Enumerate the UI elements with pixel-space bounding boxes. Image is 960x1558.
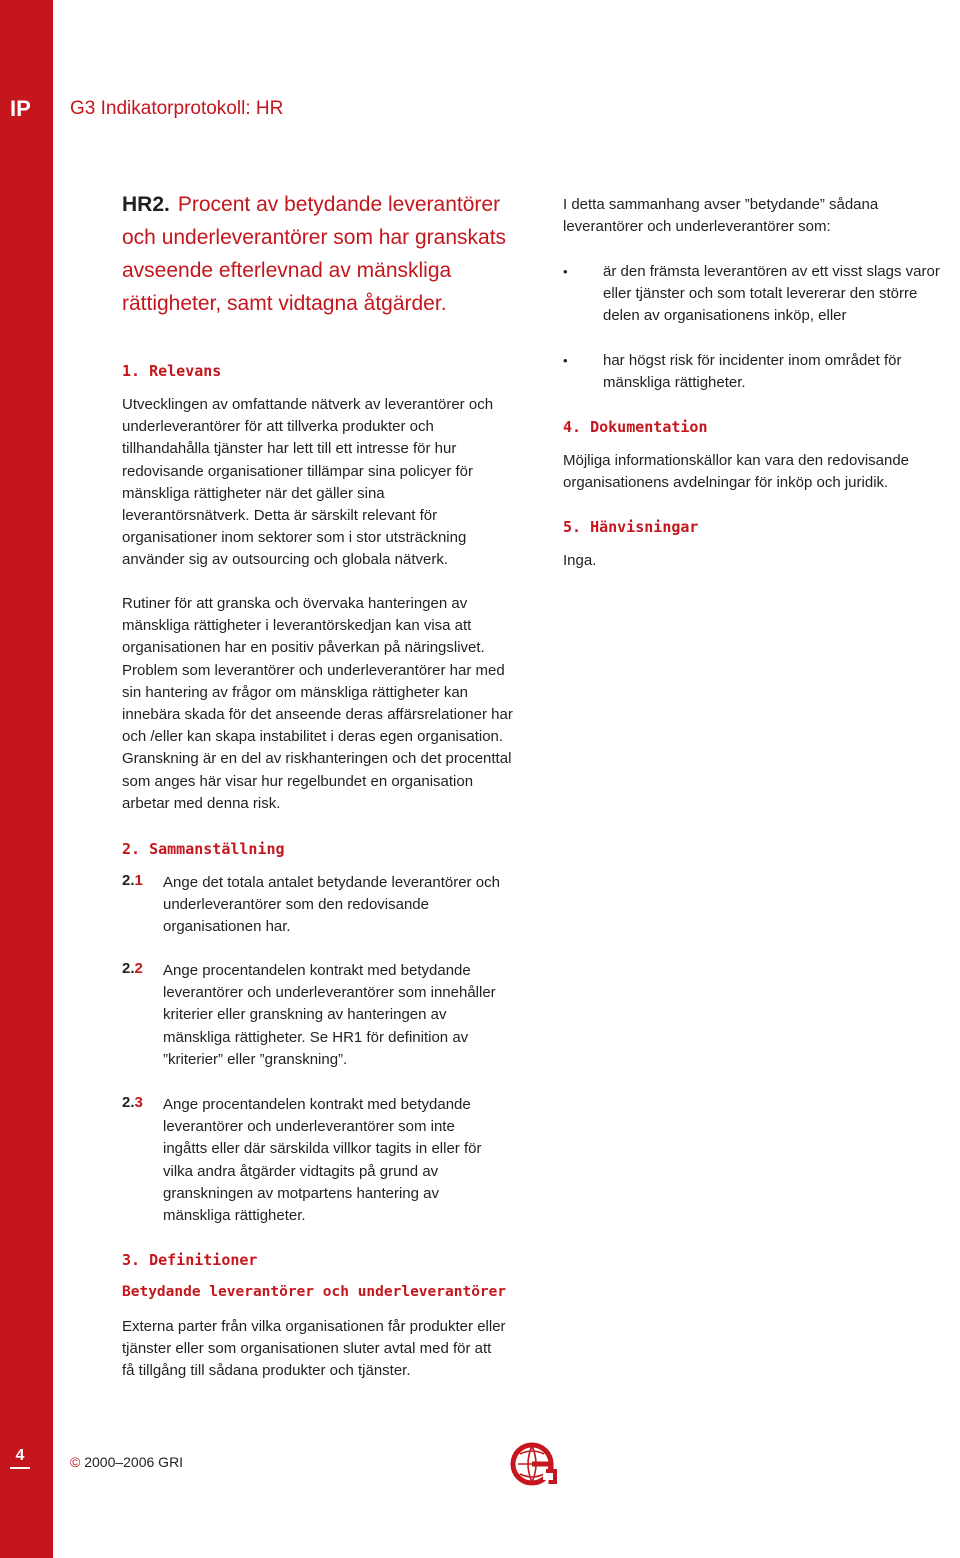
- item-number: 2.1: [122, 872, 143, 889]
- item-number: 2.3: [122, 1094, 143, 1111]
- item-number: 2.2: [122, 960, 143, 977]
- item-text: Ange det totala antalet betydande leverantörer och underleverantörer som den redovisande organisationen har.: [163, 874, 500, 936]
- copyright: [70, 1454, 183, 1470]
- section-number: 5.: [563, 518, 582, 536]
- section-heading-hanvisningar: [563, 518, 698, 536]
- copyright-text: 2000–2006 GRI: [84, 1454, 184, 1470]
- red-sidebar: [0, 0, 53, 1558]
- section-heading-sammanstallning: [122, 840, 285, 858]
- definition-subheading: Betydande leverantörer och underleverantörer: [122, 1284, 507, 1300]
- section-heading-relevans: [122, 362, 221, 380]
- ip-label: IP: [10, 96, 31, 121]
- section-number: 3.: [122, 1251, 141, 1269]
- page-number: 4: [10, 1447, 30, 1469]
- indicator-title-text: Procent av betydande leverantörer och underleverantörer som har granskats avseende efterlevnad av mänskliga rättigheter, samt vidtagna åtgärder.: [122, 193, 507, 315]
- bullet-text: är den främsta leverantören av ett visst slags varor eller tjänster och som totalt levererar den större delen av organisationens inköp, eller: [603, 263, 940, 325]
- right-intro-text: I detta sammanhang avser ”betydande” sådana leverantörer och underleverantörer som:: [563, 196, 879, 236]
- indicator-title: [122, 188, 522, 320]
- bullet-text: har högst risk för incidenter inom området för mänskliga rättigheter.: [603, 352, 902, 392]
- item-text: Ange procentandelen kontrakt med betydande leverantörer och underleverantörer som inte ingåtts eller där särskilda villkor tagits in eller för vilka andra åtgärder vidtagits på grund av granskningen av motpartens hantering av mänskliga rättigheter.: [163, 1096, 482, 1225]
- indicator-code: HR2.: [122, 193, 170, 216]
- gri-globe-logo-icon: [510, 1440, 558, 1488]
- bullet-icon: •: [563, 264, 568, 279]
- section-number: 4.: [563, 418, 582, 436]
- section-number: 1.: [122, 362, 141, 380]
- section-heading-text: Relevans: [149, 362, 222, 380]
- section-number: 2.: [122, 840, 141, 858]
- section-heading-text: Dokumentation: [590, 418, 708, 436]
- bullet-icon: •: [563, 353, 568, 368]
- item-text: Ange procentandelen kontrakt med betydande leverantörer och underleverantörer som innehåller kriterier eller granskning av hanteringen av mänskliga rättigheter. Se HR1 för definition av ”kriterier” eller ”granskning”.: [163, 962, 496, 1068]
- section-heading-text: Definitioner: [149, 1251, 258, 1269]
- dokumentation-text: Möjliga informationskällor kan vara den redovisande organisationens avdelningar för inköp och juridik.: [563, 452, 910, 492]
- section-heading-definitioner: [122, 1251, 257, 1269]
- copyright-icon: ©: [70, 1454, 81, 1470]
- section-heading-text: Sammanställning: [149, 840, 285, 858]
- hanvisningar-text: Inga.: [563, 552, 597, 569]
- relevans-paragraph-2: Rutiner för att granska och övervaka hanteringen av mänskliga rättigheter i leverantörskedjan kan visa att organisationen har en positiv påverkan på näringslivet. Problem som leverantörer och underleverantörer har med sin hantering av frågor om mänskliga rättigheter kan innebära skada för det anseende deras affärsrelationer har och /eller kan skapa instabilitet i deras egen organisation. Granskning är en del av riskhanteringen och det procenttal som anges här visar hur regelbundet en organisation arbetar med denna risk.: [122, 595, 513, 812]
- section-heading-dokumentation: [563, 418, 708, 436]
- page-header-title: G3 Indikatorprotokoll: HR: [70, 98, 284, 119]
- relevans-paragraph-1: Utvecklingen av omfattande nätverk av leverantörer och underleverantörer för att tillverka produkter och tillhandahålla tjänster har lett till ett intresse för hur redovisande organisationer tillämpar sina policyer för mänskliga rättigheter när det gäller sina leverantörsnätverk. Detta är särskilt relevant för organisationer inom sektorer som i stor utsträckning använder sig av outsourcing och globala nätverk.: [122, 396, 494, 569]
- definition-text: Externa parter från vilka organisationen får produkter eller tjänster eller som organisationen sluter avtal med för att få tillgång till sådana produkter och tjänster.: [122, 1318, 506, 1380]
- section-heading-text: Hänvisningar: [590, 518, 699, 536]
